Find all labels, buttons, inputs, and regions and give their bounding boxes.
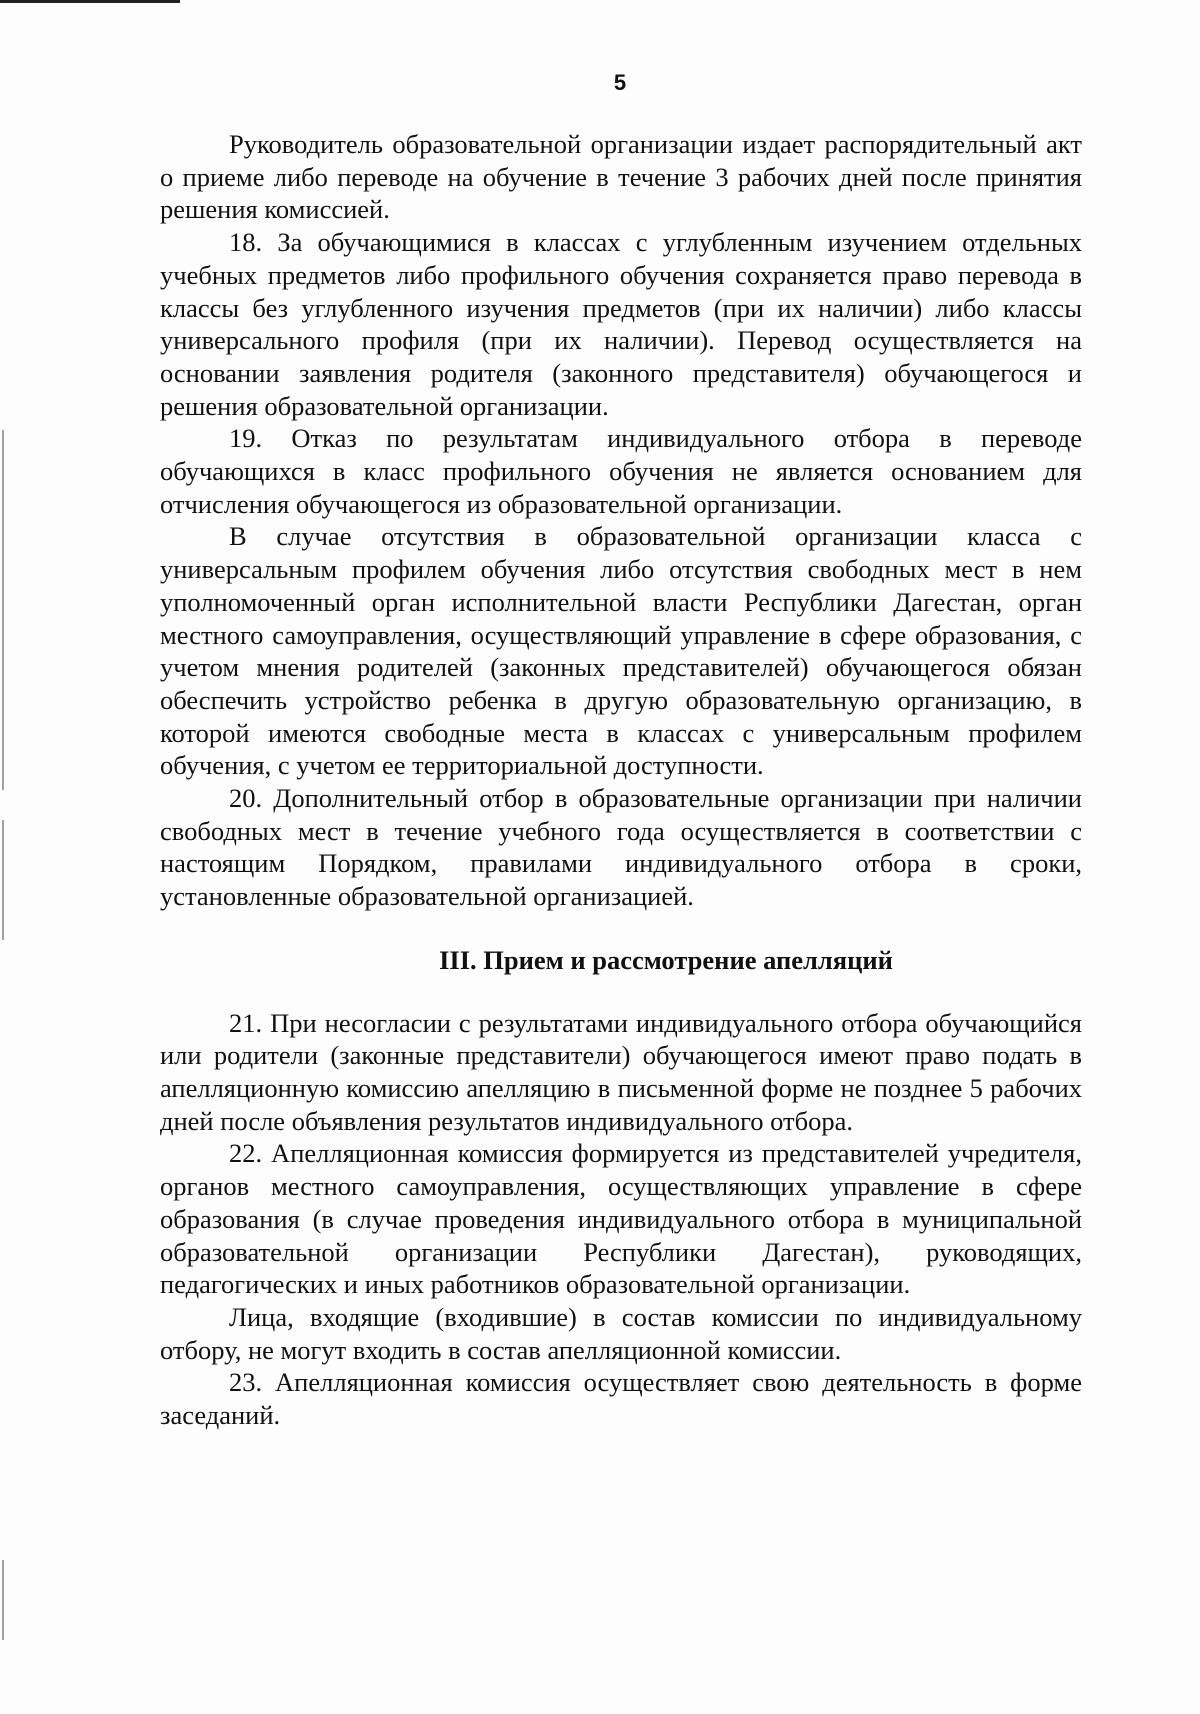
- paragraph-22-continued: Лица, входящие (входившие) в состав комиссии по индивидуальному отбору, не могут входить в состав апелляционной комиссии.: [160, 1301, 1082, 1365]
- page-number: 5: [613, 70, 627, 95]
- top-scan-edge: [0, 0, 180, 3]
- paragraph-20: 20. Дополнительный отбор в образовательные организации при наличии свободных мест в течение учебного года осуществляется в соответствии с настоящим Порядком, правилами индивидуального отбора в сроки, установленные образовательной организацией.: [160, 783, 1082, 912]
- paragraph-19-continued: В случае отсутствия в образовательной организации класса с универсальным профилем обучения либо отсутствия свободных мест в нем уполномоченный орган исполнительной власти Республики Дагестан, орган местного самоуправления, осуществляющий управление в сфере образования, с учетом мнения родителей (законных представителей) обучающегося обязан обеспечить устройство ребенка в другую образовательную организацию, в которой имеются свободные места в классах с универсальным профилем обучения, с учетом ее территориальной доступности.: [160, 521, 1082, 781]
- paragraph-22: 22. Апелляционная комиссия формируется из представителей учредителя, органов местного самоуправления, осуществляющих управление в сфере образования (в случае проведения индивидуального отбора в муниципальной образовательной организации Республики Дагестан), руководящих, педагогических и иных работников образовательной организации.: [160, 1138, 1082, 1300]
- scan-margin-mark: [2, 1560, 4, 1640]
- paragraph-23: 23. Апелляционная комиссия осуществляет свою деятельность в форме заседаний.: [160, 1367, 1082, 1431]
- paragraph-21: 21. При несогласии с результатами индивидуального отбора обучающийся или родители (законные представители) обучающегося имеют право подать в апелляционную комиссию апелляцию в письменной форме не позднее 5 рабочих дней после объявления результатов индивидуального отбора.: [160, 1007, 1082, 1136]
- document-body: [160, 128, 1082, 1432]
- scan-margin-mark: [2, 820, 4, 940]
- paragraph-18: 18. За обучающимися в классах с углубленным изучением отдельных учебных предметов либо профильного обучения сохраняется право перевода в классы без углубленного изучения предметов (при их наличии) либо классы универсального профиля (при их наличии). Перевод осуществляется на основании заявления родителя (законного представителя) обучающегося и решения образовательной организации.: [160, 227, 1082, 421]
- paragraph-19: 19. Отказ по результатам индивидуального отбора в переводе обучающихся в класс профильного обучения не является основанием для отчисления обучающегося из образовательной организации.: [160, 423, 1082, 519]
- paragraph-director-act: Руководитель образовательной организации издает распорядительный акт о приеме либо переводе на обучение в течение 3 рабочих дней после принятия решения комиссией.: [160, 129, 1082, 225]
- section-heading: III. Прием и рассмотрение апелляций: [439, 944, 893, 975]
- scan-margin-mark: [2, 430, 4, 790]
